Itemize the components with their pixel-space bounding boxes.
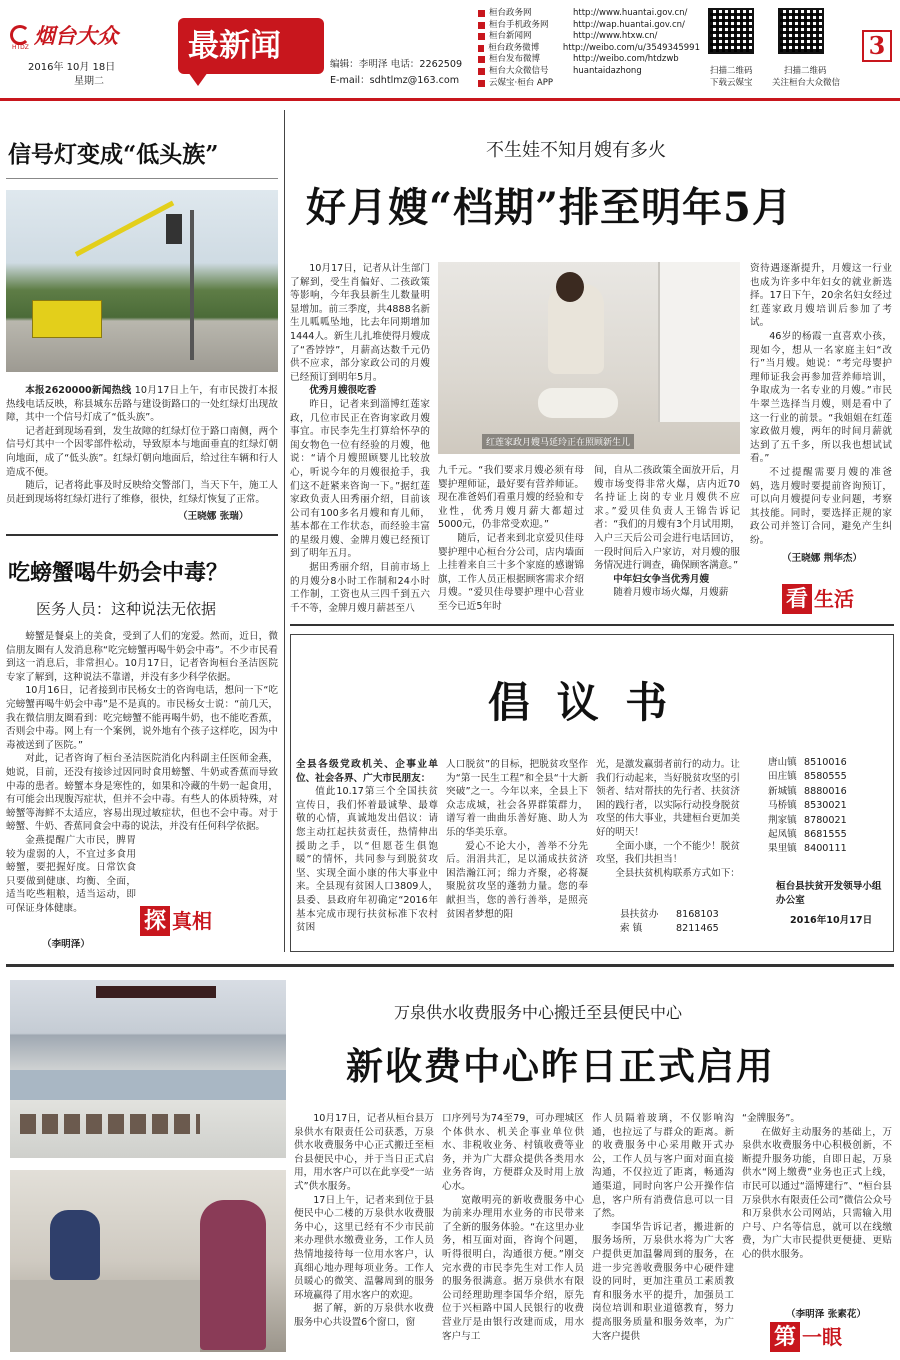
- water-col2-para-1: 口序列号为74至79，可办理城区个体供水、机关企事业单位供水、非税收业务、村镇收费等业务，并为广大群众提供各类用水业务咨询，方便群众及时用上放心水。: [442, 1113, 584, 1192]
- nanny-col1-para-1: 10月17日，记者从计生部门了解到，受生肖偏好、二孩政策等影响，今年我县新生儿数量明显增加。前三季度，共4888名新生儿呱呱坠地，比去年同期增加1444人。新生儿扎堆使得月嫂成了“香饽饽”，月薪高达数千元仍供不应求，部分家政公司的月嫂已经预订到明年5月。: [290, 263, 430, 383]
- traffic-signal-icon: [166, 214, 182, 244]
- cabinet-icon: [658, 262, 740, 422]
- traffic-author: （王晓娜 张瑞）: [178, 511, 249, 522]
- contact-row: [768, 814, 847, 828]
- proposal-title: 倡 议 书: [488, 678, 674, 727]
- contact-phone: 8510016: [804, 757, 847, 768]
- issue-date: 2016年 10月 18日: [28, 62, 116, 73]
- masthead-link-row[interactable]: [478, 78, 700, 90]
- proposal-col-1: [296, 758, 438, 934]
- contact-phone: 8400111: [804, 843, 847, 855]
- bullet-square-icon: [478, 56, 485, 63]
- proposal-col-3: [596, 758, 740, 888]
- masthead-link-name: 桓台发布微博: [489, 54, 541, 65]
- crab-tag: [140, 906, 212, 936]
- nanny-kicker: 不生娃不知月嫂有多火: [486, 140, 666, 161]
- contact-row: [620, 922, 719, 936]
- nanny-col-3: [594, 464, 740, 614]
- nanny-bottom-rule: [290, 624, 894, 626]
- water-tag-small: 一眼: [802, 1325, 843, 1349]
- traffic-para-1: 10月17日上午，有市民拨打本报热线电话反映，称县城东岳路与建设街路口的一处红绿灯出现故障，其中一个信号灯成了“低头族”。: [6, 385, 278, 424]
- baby-icon: [538, 388, 618, 418]
- masthead-link-row[interactable]: [478, 8, 700, 20]
- water-author: （李明泽 张素花）: [786, 1309, 867, 1320]
- app-qr-code[interactable]: [708, 8, 754, 54]
- masthead-link-row[interactable]: [478, 31, 700, 43]
- masthead-link-name: 桓台政务网: [489, 8, 532, 18]
- proposal-signer: 桓台县扶贫开发领导小组办公室: [776, 881, 882, 906]
- nanny-col4-para-2: 46岁的杨霞一直喜欢小孩，现如今，想从一名家庭主妇“改行”当月嫂。她说：“考完母婴护理师证我会再参加营养师培训，争取成为一名专业的月嫂。”市民牛翠兰选择当月嫂，则是看中了这一行业的前景。“我姐姐在红莲家政做月嫂，两年的时间月薪就达到了五千多，所以我也想试试看。”: [750, 330, 892, 465]
- traffic-body: [6, 384, 278, 512]
- traffic-lead: 本报2620000新闻热线: [25, 385, 132, 396]
- contact-row: [620, 908, 719, 922]
- nanny-photo: [438, 262, 740, 454]
- water-title: 新收费中心昨日正式启用: [346, 1044, 775, 1088]
- nanny-col3-para-1: 间，自从二孩政策全面放开后，月嫂市场变得非常火爆，店内近70名持证上岗的专业月嫂供不应求。”爱贝佳负责人王锦告诉记者：“我们的月嫂有3个月试用期，入户三天后公司会进行电话回访，一段时间后入户家访，对月嫂的服务情况进行调查，确保顾客满意。”: [594, 465, 740, 572]
- nanny-col-2: [438, 464, 584, 612]
- proposal-contacts-left: [620, 908, 719, 935]
- counter-desk-icon: [10, 1280, 200, 1352]
- nanny-col2-para-2: 随后，记者来到北京爱贝佳母婴护理中心桓台分公司，店内墙面上挂着来自三十多个家庭的感谢锦旗，工作人员正根据顾客需求介绍月嫂。“爱贝佳母婴护理中心营业至今已近5年时: [438, 532, 584, 612]
- contact-phone: 8168103: [676, 909, 719, 920]
- contact-phone: 8880016: [804, 785, 847, 797]
- contact-name: 荆家镇: [768, 814, 797, 826]
- qr1-caption-2: 下载云媒宝: [710, 78, 753, 88]
- water-kicker: 万泉供水收费服务中心搬迁至县便民中心: [394, 1003, 683, 1022]
- contact-phone: 8681555: [804, 829, 847, 841]
- nanny-col2-para-1: 九千元。“我们要求月嫂必须有母婴护理师证，最好要有营养师证。现在准爸妈们看重月嫂的经验和专业性，优秀月嫂月薪大都超过5000元，仍非常受欢迎。”: [438, 465, 584, 531]
- crab-tag-big: 探: [140, 906, 170, 936]
- left-column-divider: [284, 110, 285, 952]
- editor-info: 编辑：李明泽 电话：2262509: [330, 59, 463, 70]
- crab-para-2: 10月16日，记者接到市民杨女士的咨询电话，想问一下“吃完螃蟹再喝牛奶会中毒”是不是真的。市民杨女士说：“前几天，我在微信朋友圈看到：吃完螃蟹不能再喝牛奶，也不能吃香蕉，否则会中毒。网上有一个案例，说外地有个孩子这样吃，因为中毒被送到了医院。”: [6, 685, 278, 751]
- nanny-col3-subhead: 中年妇女争当优秀月嫂: [613, 573, 710, 585]
- bullet-square-icon: [478, 68, 485, 75]
- bullet-square-icon: [478, 45, 484, 52]
- crab-subtitle: 医务人员：这种说法无依据: [36, 600, 217, 618]
- contact-name: 索 镇: [620, 922, 643, 934]
- crab-para-1: 螃蟹是餐桌上的美食，受到了人们的宠爱。然而，近日，微信朋友圈有人发消息称“吃完螃蟹再喝牛奶会中毒”。不少市民看到这一消息后，非常担心。10月17日，记者咨询桓台圣洁医院专家了解到，这种说法不靠谱，并没有多少科学依据。: [6, 631, 278, 683]
- water-col-4: [742, 1112, 892, 1304]
- masthead-link-url[interactable]: http://wap.huantai.gov.cn/: [573, 19, 685, 30]
- masthead-link-row[interactable]: [478, 66, 700, 78]
- traffic-photo: [6, 190, 278, 372]
- masthead-link-name: 桓台大众微信号: [489, 65, 549, 76]
- staff-icon: [50, 1210, 100, 1280]
- contact-row: [768, 799, 847, 813]
- water-col1-para-1: 10月17日，记者从桓台县万泉供水有限责任公司获悉，万泉供水收费服务中心正式搬迁至桓台县便民中心，并于当日正式启用，用水客户可以在此享受“一站式”供水服务。: [294, 1113, 434, 1192]
- nanny-col1-para-3: 据田秀丽介绍，目前市场上的月嫂分8小时工作制和24小时工作制，工资也从三四千到五六千不等，金牌月嫂月薪甚至八: [290, 562, 430, 614]
- proposal-col2-para-1: 人口脱贫”的目标，把脱贫攻坚作为“第一民生工程”和全县“十大新突破”之一。今年以来，全县上下众志成城，社会各界群策群力，谱写着一曲曲乐善好施、助人为乐的华美乐章。: [446, 759, 588, 838]
- service-counter-icon: [10, 1070, 286, 1100]
- signal-pole-icon: [190, 210, 194, 360]
- nanny-tag: [782, 584, 854, 614]
- qr2-caption-2: 关注桓台大众微信: [772, 78, 841, 88]
- masthead-link-row[interactable]: [478, 43, 700, 55]
- contact-name: 县扶贫办: [620, 909, 659, 920]
- proposal-contacts-right: [768, 756, 847, 857]
- chairs-icon: [20, 1114, 200, 1134]
- nanny-tag-small: 生活: [814, 587, 855, 611]
- water-col3-para-1: 作人员隔着玻璃，不仅影响沟通，也拉远了与群众的距离。新的收费服务中心采用敞开式办公，工作人员与客户面对面直接沟通，不仅拉近了距离，畅通沟通渠道，同时向客户公开操作信息，客户所有消费信息可以一目了然。: [592, 1113, 734, 1220]
- qr1-caption-1: 扫描二维码: [710, 66, 753, 76]
- contact-phone: 8530021: [804, 800, 847, 812]
- wechat-qr-code[interactable]: [778, 8, 824, 54]
- masthead-link-name: 云媒宝·桓台 APP: [489, 77, 553, 88]
- masthead-link-url[interactable]: http://www.htxw.cn/: [573, 31, 658, 42]
- traffic-title-rule: [6, 178, 278, 179]
- proposal-col1-para: 值此10.17第三个全国扶贫宣传日，我们怀着最诚挚、最尊敬的心情，真诚地发出倡议：请您主动扛起扶贫责任，热情伸出援助之手，以“但愿苍生俱饱暖”的情怀，共同参与到脱贫攻坚、实现全面小康的伟大事业中来。全县现有贫困人口3809人，县委、县政府年初确定“2016年基本完成市现行扶贫标准下农村贫困: [296, 786, 438, 934]
- contact-phone: 8780021: [804, 814, 847, 826]
- contact-row: [768, 842, 847, 856]
- proposal-col3-para-1: 光，是激发赢弱者前行的动力。让我们行动起来，当好脱贫攻坚的引领者、结对帮扶的先行者、扶贫济困的践行者，以实际行动投身脱贫攻坚的伟大事业，共建桓台更加美好的明天！: [596, 759, 740, 838]
- contact-name: 唐山镇: [768, 757, 797, 768]
- water-col2-para-2: 宽敞明亮的新收费服务中心为前来办理用水业务的市民带来了全新的服务体验。“在这里办业务，相互面对面，咨询个问题，听得很明白，沟通很方便。”刚交完水费的市民李先生对工作人员的服务很满意。据万泉供水有限公司经理助理李国华介绍，原先位于兴桓路中国人民银行的收费营业厅是由银行改建而成，用水客户与工: [442, 1194, 584, 1342]
- nanny-head-icon: [556, 272, 584, 302]
- nanny-col-1: [290, 262, 430, 614]
- water-col1-para-2: 17日上午，记者来到位于县便民中心二楼的万泉供水收费服务中心，这里已经有不少市民前来办理供水缴费业务，工作人员热情地接待每一位用水客户，认真细心地办理每项业务。工作人员暖心的微笑、温馨周到的服务环境赢得了用水客户的欢迎。: [294, 1194, 434, 1301]
- contact-row: [768, 770, 847, 784]
- contact-phone: 8211465: [676, 922, 719, 934]
- led-sign-icon: [96, 986, 216, 998]
- masthead-rule: [0, 98, 900, 101]
- truck-boom-icon: [75, 201, 174, 257]
- crab-body: [6, 630, 278, 914]
- water-photo-service: [10, 1170, 286, 1352]
- bullet-square-icon: [478, 33, 485, 40]
- bullet-square-icon: [478, 10, 485, 17]
- nanny-author: （王晓娜 荆华杰）: [782, 553, 863, 564]
- nanny-photo-caption: 红莲家政月嫂马延玲正在照顾新生儿: [482, 434, 634, 449]
- proposal-salutation: 全县各级党政机关、企事业单位、社会各界、广大市民朋友：: [296, 759, 438, 784]
- proposal-col-2: [446, 758, 588, 934]
- masthead-link-url[interactable]: http://weibo.com/htdzwb: [573, 54, 679, 65]
- bullet-square-icon: [478, 80, 485, 87]
- contact-name: 起凤镇: [768, 829, 797, 841]
- traffic-para-3: 随后，记者将此事及时反映给交警部门，当天下午，施工人员赶到现场将红绿灯进行了维修，很快，红绿灯恢复了正常。: [6, 480, 278, 505]
- page-mid-rule: [6, 964, 894, 967]
- traffic-para-2: 记者赶到现场看到，发生故障的红绿灯位于路口南侧，两个信号灯其中一个因零部件松动，导致原本与地面垂直的红绿灯朝向地面，成了“低头族”。红绿灯朝向地面后，给过往车辆和行人造成不便。: [6, 425, 278, 478]
- water-col3-para-2: 李国华告诉记者，搬进新的服务场所，万泉供水将为广大客户提供更加温馨周到的服务，在进一步完善收费服务中心硬件建设的同时，更加注重员工素质教育和服务水平的提升，加强员工岗位培训和职业道德教育，努力提高服务质量和服务效率，为广大客户提供: [592, 1221, 734, 1342]
- masthead-link-name: 桓台手机政务网: [489, 19, 549, 30]
- section-banner-tail: [188, 72, 208, 86]
- masthead-link-url[interactable]: http://www.huantai.gov.cn/: [573, 8, 688, 18]
- crab-author: （李明泽）: [42, 939, 90, 950]
- masthead: [0, 0, 900, 96]
- contact-row: [768, 785, 847, 799]
- crab-para-4: 金燕提醒广大市民，脾胃较为虚弱的人，不宜过多食用螃蟹，要把握好度。日常饮食只要做到健康、均衡、全面，适当吃些粗粮，适当运动，即可保证身体健康。: [6, 834, 136, 914]
- water-col-3: [592, 1112, 734, 1356]
- nanny-title: 好月嫂“档期”排至明年5月: [306, 184, 793, 231]
- water-tag: [770, 1322, 842, 1352]
- masthead-link-row[interactable]: [478, 54, 700, 66]
- nanny-col1-subhead: 优秀月嫂很吃香: [309, 385, 377, 397]
- masthead-link-name: 桓台政务微博: [488, 42, 540, 53]
- contact-phone: 8580555: [804, 771, 847, 783]
- proposal-sign-date: 2016年10月17日: [790, 915, 873, 926]
- issue-weekday: 星期二: [74, 76, 104, 87]
- contact-row: [768, 828, 847, 842]
- nanny-col3-para-2: 随着月嫂市场火爆，月嫂薪: [613, 587, 729, 599]
- proposal-col3-para-3: 全县扶贫机构联系方式如下：: [615, 867, 740, 879]
- page-number: 3: [862, 30, 892, 62]
- logo-mark-icon: [10, 25, 30, 45]
- crab-title: 吃螃蟹喝牛奶会中毒？: [8, 560, 229, 586]
- nanny-col-4: [750, 262, 892, 548]
- traffic-title: 信号灯变成“低头族”: [8, 141, 219, 168]
- contact-row: [768, 756, 847, 770]
- masthead-link-row[interactable]: [478, 20, 700, 32]
- section-name: 最新闻: [188, 28, 281, 64]
- nanny-tag-big: 看: [782, 584, 812, 614]
- nanny-col1-para-2: 昨日，记者来到淄博红莲家政，几位市民正在咨询家政月嫂事宜。市民李先生打算给怀孕的闺女物色一位有经验的月嫂，他说：“请个月嫂照顾婴儿比较放心，听说今年的月嫂很抢手，我们这不赶紧来咨询一下。”据红莲家政负责人田秀丽介绍，目前该公司有100多名月嫂和育儿师，基本都在工作状态，而经验丰富的星级月嫂、金牌月嫂已经预订到了明年五月。: [290, 398, 430, 560]
- crab-tag-small: 真相: [172, 909, 213, 933]
- masthead-links: [478, 8, 700, 89]
- bucket-truck-icon: [32, 300, 102, 338]
- customer-icon: [200, 1200, 266, 1350]
- nanny-col4-para-3: 不过提醒需要月嫂的准爸妈，选月嫂时要提前咨询预订，可以向月嫂提问专业问题，考察其技能。同时，要选择正规的家政公司并签订合同，避免产生纠纷。: [750, 466, 892, 546]
- masthead-link-name: 桓台新闻网: [489, 31, 532, 42]
- logo-sub: HTDZ: [12, 44, 29, 51]
- water-col4-para-1: “金牌服务”。: [742, 1113, 800, 1124]
- contact-name: 马桥镇: [768, 800, 797, 812]
- logo-text: 烟台大众: [34, 23, 118, 48]
- bullet-square-icon: [478, 22, 485, 29]
- water-col4-para-2: 在做好主动服务的基础上，万泉供水收费服务中心积极创新，不断提升服务功能，自即日起，万泉供水“网上缴费”业务也正式上线，市民可以通过“淄博建行”、“桓台县万泉供水有限责任公司”微信公众号和万泉供水公司网站，只需输入用户号、户名等信息，就可以在线缴费，为广大市民提供更便捷、更贴心的供水服务。: [742, 1126, 892, 1260]
- nanny-col4-para-1: 资待遇逐渐提升，月嫂这一行业也成为许多中年妇女的就业新选择。17日下午，20余名妇女经过红莲家政月嫂培训后参加了考试。: [750, 263, 892, 329]
- contact-name: 新城镇: [768, 785, 797, 797]
- masthead-link-url[interactable]: http://weibo.com/u/3549345991: [562, 42, 700, 53]
- water-col1-para-3: 据了解，新的万泉供水收费服务中心共设置6个窗口，窗: [294, 1303, 434, 1328]
- contact-name: 果里镇: [768, 843, 797, 855]
- editor-email: E-mail：sdhtlmz@163.com: [330, 75, 460, 86]
- contact-name: 田庄镇: [768, 771, 797, 783]
- proposal-col2-para-2: 爱心不论大小，善举不分先后。涓涓共汇，足以涌成扶贫济困浩瀚江河；绵力齐聚，必将凝聚脱贫攻坚的蓬勃力量。您的奉献担当，您的善行善举，是照亮贫困者梦想的阳: [446, 840, 588, 920]
- left-divider-1: [6, 534, 278, 536]
- water-col-2: [442, 1112, 584, 1356]
- crab-para-3: 对此，记者咨询了桓台圣洁医院消化内科副主任医师金燕，她说，目前，还没有接诊过因同时食用螃蟹、牛奶或香蕉而导致中毒的患者。螃蟹本身是寒性的，如果和冷藏的牛奶一起食用，有可能会出现腹泻症状，但并不会中毒。有些人的体质特殊，对螃蟹等海鲜不太适应，容易出现过敏症状，但也不会中毒。对于螃蟹、牛奶、香蕉同食会中毒的说法，并没有任何科学依据。: [6, 753, 278, 833]
- qr2-caption-1: 扫描二维码: [784, 66, 827, 76]
- water-col-1: [294, 1112, 434, 1356]
- proposal-col3-para-2: 全面小康，一个不能少！脱贫攻坚，我们共担当！: [596, 840, 740, 866]
- masthead-link-url[interactable]: huantaidazhong: [573, 65, 642, 76]
- water-photo-hall: [10, 980, 286, 1158]
- water-tag-big: 第: [770, 1322, 800, 1352]
